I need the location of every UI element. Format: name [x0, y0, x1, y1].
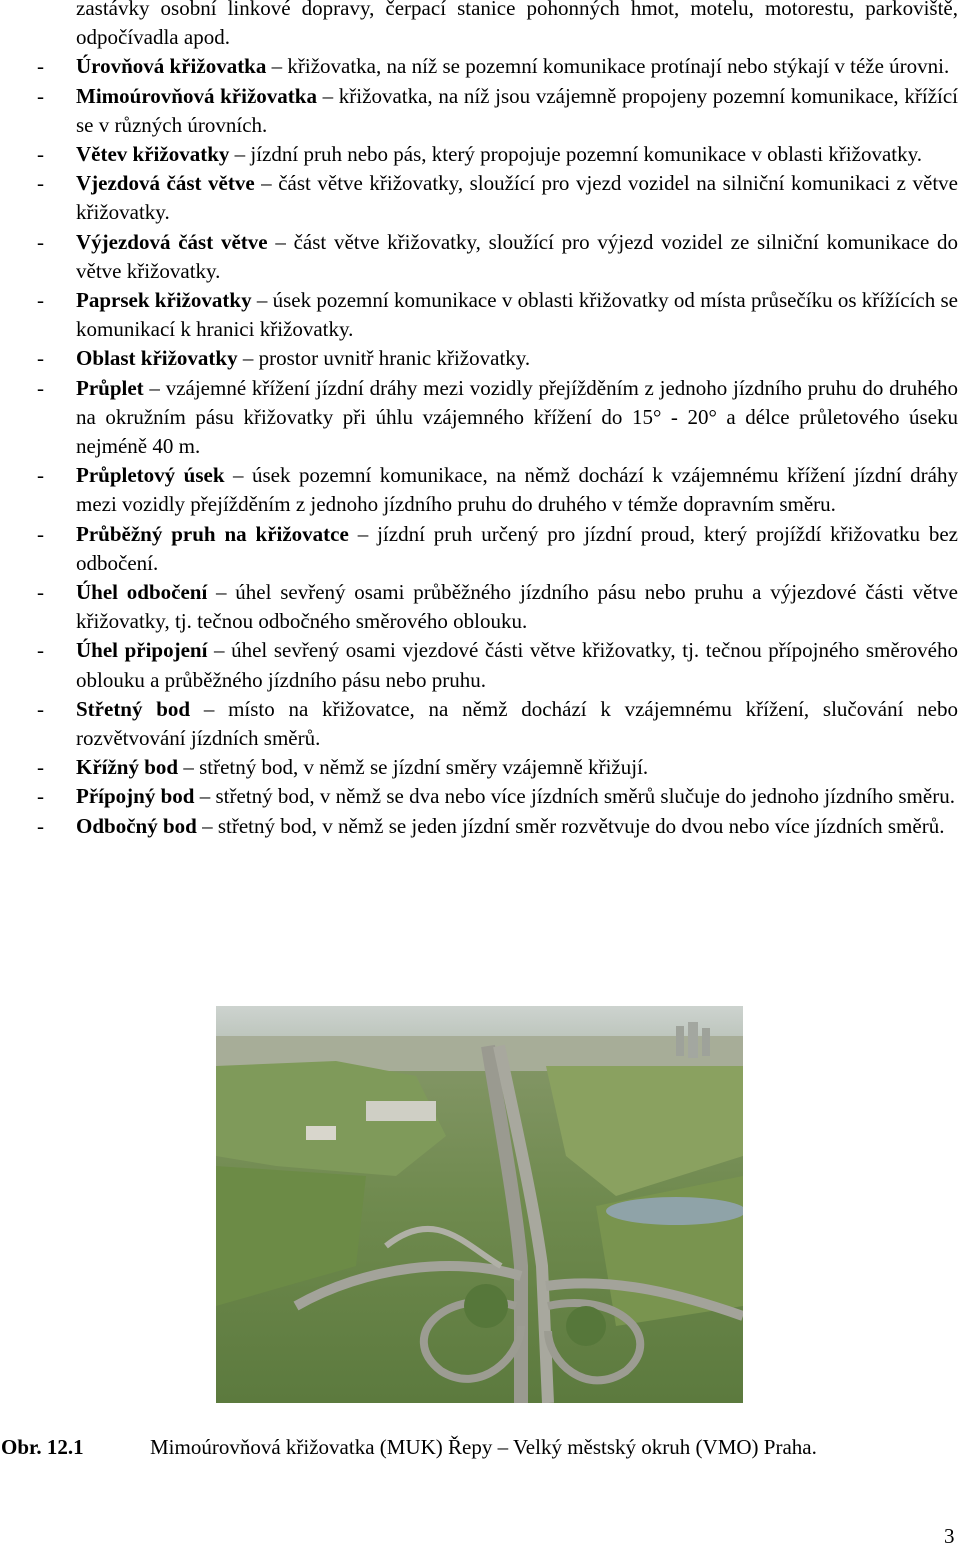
list-dash: -: [37, 784, 44, 809]
greenery: [464, 1284, 508, 1328]
greenery: [566, 1306, 606, 1346]
definition-item: [0, 636, 960, 694]
definition-term: Průpletový úsek: [76, 463, 225, 488]
list-dash: -: [37, 171, 44, 196]
definition-term: Přípojný bod: [76, 784, 195, 809]
definition-item: [0, 344, 960, 373]
definition-term: Mimoúrovňová křižovatka: [76, 83, 317, 108]
tower-block: [676, 1026, 684, 1056]
definition-term: Paprsek křižovatky: [76, 288, 252, 313]
definition-text: – úhel sevřený osami vjezdové části větve křižovatky, tj. tečnou přípojného směrového oblouku a průběžného jízdního pásu nebo pruhu.: [76, 638, 959, 692]
definition-item: [0, 461, 960, 519]
definition-item: [0, 782, 960, 811]
definition-text: – jízdní pruh určený pro jízdní proud, který projíždí křižovatku bez odbočení.: [76, 521, 958, 575]
definition-term: Křížný bod: [76, 755, 179, 780]
definition-term: Vjezdová část větve: [76, 171, 255, 196]
list-dash: -: [37, 463, 44, 488]
definition-term: Střetný bod: [76, 696, 191, 721]
definition-text: – úsek pozemní komunikace v oblasti křižovatky od místa průsečíku os křížících se komunikací k hranici křižovatky.: [76, 288, 959, 342]
definition-term: Průběžný pruh na křižovatce: [76, 521, 349, 546]
tower-block: [688, 1022, 698, 1058]
figure-caption-text: Mimoúrovňová křižovatka (MUK) Řepy – Velký městský okruh (VMO) Praha.: [150, 1435, 817, 1459]
intro-text: zastávky osobní linkové dopravy, čerpací stanice pohonných hmot, motelu, motorestu, parkoviště, odpočívadla apod.: [76, 0, 958, 50]
definition-text: – část větve křižovatky, sloužící pro vjezd vozidel na silniční komunikaci z větve křižovatky.: [76, 171, 958, 225]
definition-text: – vzájemné křížení jízdní dráhy mezi vozidly přejížděním z jednoho jízdního pruhu do druhého na okružním pásu křižovatky při úhlu vzájemného křížení do 15° - 20° a délce průletového úseku nejméně 40 m.: [76, 375, 958, 459]
definition-text: – křižovatka, na níž se pozemní komunikace protínají nebo stýkají v téže úrovni.: [266, 54, 950, 79]
intro-paragraph: [0, 0, 960, 52]
list-dash: -: [37, 54, 44, 79]
building: [306, 1126, 336, 1140]
definition-term: Větev křižovatky: [76, 142, 230, 167]
definition-text: – střetný bod, v němž se dva nebo více jízdních směrů slučuje do jednoho jízdního směru.: [194, 784, 955, 809]
definition-item: [0, 169, 960, 227]
list-dash: -: [37, 813, 44, 838]
definition-text: – část větve křižovatky, sloužící pro výjezd vozidel ze silniční komunikace do větve křižovatky.: [76, 229, 959, 283]
list-dash: -: [37, 229, 44, 254]
list-dash: -: [37, 142, 44, 167]
list-dash: -: [37, 521, 44, 546]
definition-item: [0, 228, 960, 286]
pond: [606, 1197, 743, 1225]
list-dash: -: [37, 83, 44, 108]
definition-item: [0, 286, 960, 344]
list-dash: -: [37, 755, 44, 780]
definition-text: – prostor uvnitř hranic křižovatky.: [237, 346, 531, 371]
definition-text: – jízdní pruh nebo pás, který propojuje pozemní komunikace v oblasti křižovatky.: [229, 142, 923, 167]
list-dash: -: [37, 375, 44, 400]
definition-item: [0, 753, 960, 782]
definition-text: – střetný bod, v němž se jeden jízdní směr rozvětvuje do dvou nebo více jízdních směrů.: [196, 813, 945, 838]
definition-text: – úsek pozemní komunikace, na němž dochází k vzájemnému křížení jízdní dráhy mezi vozidly přejížděním z jednoho jízdního pruhu do druhého v témže dopravním směru.: [76, 463, 958, 517]
building: [366, 1101, 436, 1121]
list-dash: -: [37, 638, 44, 663]
definition-item: [0, 520, 960, 578]
definition-item: [0, 812, 960, 841]
definition-term: Oblast křižovatky: [76, 346, 238, 371]
definition-term: Výjezdová část větve: [76, 229, 268, 254]
definition-term: Úhel připojení: [76, 638, 208, 663]
definition-item: [0, 695, 960, 753]
definition-text: – střetný bod, v němž se jízdní směry vzájemně křižují.: [178, 755, 649, 780]
definition-term: Průplet: [76, 375, 144, 400]
figure-label: Obr. 12.1: [1, 1435, 84, 1459]
list-dash: -: [37, 580, 44, 605]
definition-item: [0, 140, 960, 169]
definition-term: Odbočný bod: [76, 813, 197, 838]
definition-item: [0, 374, 960, 462]
page-number: 3: [944, 1524, 955, 1548]
definition-item: [0, 82, 960, 140]
definition-term: Úhel odbočení: [76, 580, 208, 605]
tower-block: [702, 1028, 710, 1056]
definition-item: [0, 52, 960, 81]
interchange-aerial-photo: [216, 1006, 743, 1403]
definition-item: [0, 578, 960, 636]
aerial-photo-illustration: [216, 1006, 743, 1403]
list-dash: -: [37, 288, 44, 313]
definition-term: Úrovňová křižovatka: [76, 54, 267, 79]
definition-text: – místo na křižovatce, na němž dochází k vzájemnému křížení, slučování nebo rozvětvování jízdních směrů.: [76, 696, 958, 751]
definition-text: – úhel sevřený osami průběžného jízdního pásu nebo pruhu a výjezdové části větve křižovatky, tj. tečnou odbočného směrového oblouku.: [76, 580, 958, 634]
figure-caption: [0, 1432, 960, 1462]
list-dash: -: [37, 696, 44, 721]
list-dash: -: [37, 346, 44, 371]
definition-text: – křižovatka, na níž jsou vzájemně propojeny pozemní komunikace, křížící se v různých úrovních.: [76, 83, 958, 137]
